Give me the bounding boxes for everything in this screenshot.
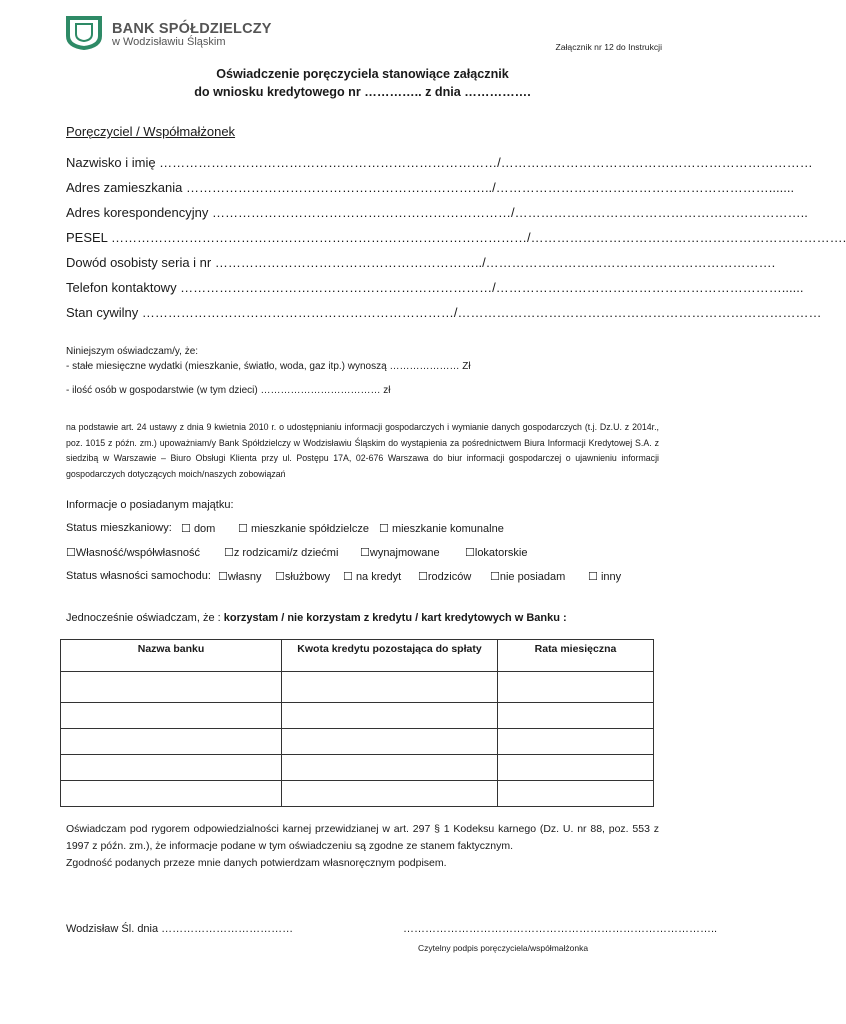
header-remaining-amount: Kwota kredytu pozostająca do spłaty [282, 640, 498, 672]
field-phone[interactable]: Telefon kontaktowy ………………………………………………………………/…………………………………………………………...... [66, 280, 804, 295]
signature-line[interactable]: ………………………………………………………………………….. [403, 923, 718, 935]
field-pesel[interactable]: PESEL ……………………………………………………………………………………/………………………………………………………………. [66, 230, 846, 245]
document-title-line1: Oświadczenie poręczyciela stanowiące załącznik [216, 67, 509, 81]
checkbox-icon: ☐ [275, 571, 285, 583]
ownership-option-parents[interactable]: ☐z rodzicami/z dziećmi [224, 547, 339, 559]
car-option-other[interactable]: ☐ inny [588, 571, 622, 583]
header-monthly-installment: Rata miesięczna [498, 640, 654, 672]
table-row [61, 672, 654, 703]
table-cell[interactable] [282, 703, 498, 729]
bank-logo-icon [64, 16, 104, 50]
table-cell[interactable] [282, 781, 498, 807]
checkbox-icon: ☐ [418, 571, 428, 583]
table-cell[interactable] [498, 703, 654, 729]
table-row [61, 703, 654, 729]
table-cell[interactable] [498, 755, 654, 781]
ownership-option-tenant[interactable]: ☐lokatorskie [465, 547, 528, 559]
attachment-note: Załącznik nr 12 do Instrukcji [555, 42, 662, 52]
credit-prefix: Jednocześnie oświadczam, że : [66, 612, 221, 624]
checkbox-icon: ☐ [379, 523, 389, 535]
checkbox-icon: ☐ [490, 571, 500, 583]
table-cell[interactable] [282, 755, 498, 781]
ownership-option-rented[interactable]: ☐wynajmowane [360, 547, 440, 559]
statement-persons[interactable]: - ilość osób w gospodarstwie (w tym dzieci) ……………………………… zł [66, 385, 391, 396]
table-cell[interactable] [498, 672, 654, 703]
table-row [61, 781, 654, 807]
car-option-parents[interactable]: ☐rodziców [418, 571, 472, 583]
car-status-label: Status własności samochodu: [66, 570, 211, 582]
table-cell[interactable] [282, 672, 498, 703]
checkbox-icon: ☐ [465, 547, 475, 559]
credit-table [60, 639, 654, 807]
field-address[interactable]: Adres zamieszkania ……………………………………………………………../………………………………………………………....... [66, 180, 795, 195]
table-cell[interactable] [61, 729, 282, 755]
document-title-line2: do wniosku kredytowego nr ………….. z dnia ……………. [194, 85, 531, 99]
table-cell[interactable] [498, 729, 654, 755]
credit-emphasis[interactable]: korzystam / nie korzystam z kredytu / kart kredytowych w Banku : [223, 612, 567, 624]
statement-expenses[interactable]: - stałe miesięczne wydatki (mieszkanie, światło, woda, gaz itp.) wynoszą ………………… Zł [66, 361, 471, 372]
checkbox-icon: ☐ [343, 571, 353, 583]
housing-option-communal[interactable]: ☐ mieszkanie komunalne [379, 523, 504, 535]
table-cell[interactable] [61, 755, 282, 781]
table-row [61, 729, 654, 755]
housing-option-cooperative[interactable]: ☐ mieszkanie spółdzielcze [238, 523, 369, 535]
housing-option-house[interactable]: ☐ dom [181, 523, 216, 535]
legal-paragraph: na podstawie art. 24 ustawy z dnia 9 kwietnia 2010 r. o udostępnianiu informacji gospodarczych i wymianie danych gospodarczych (t.j. Dz.U. z 2014r., poz. 1015 z późn. zm.) upoważniam/y Bank Spółdzielczy w Wodzisławiu Śląskim do wystąpienia za pośrednictwem Biura Informacji Kredytowej S.A. z siedzibą w Warszawie – Biuro Obsługi Klienta przy ul. Postępu 17A, 02-676 Warszawa do biur informacji gospodarczej o ujawnieniu informacji gospodarczych dotyczących moich/naszych zobowiązań [66, 422, 659, 479]
checkbox-icon: ☐ [238, 523, 248, 535]
checkbox-icon: ☐ [181, 523, 191, 535]
car-option-own[interactable]: ☐własny [218, 571, 262, 583]
declaration-text: Oświadczam pod rygorem odpowiedzialności karnej przewidzianej w art. 297 § 1 Kodeksu karnego (Dz. U. nr 88, poz. 553 z 1997 z późn. zm.), że informacje podane w tym oświadczeniu są zgodne ze stanem faktycznym. [66, 823, 659, 852]
table-cell[interactable] [61, 672, 282, 703]
assets-heading: Informacje o posiadanym majątku: [66, 499, 234, 511]
header-bank-name: Nazwa banku [61, 640, 282, 672]
checkbox-icon: ☐ [218, 571, 228, 583]
table-cell[interactable] [61, 703, 282, 729]
table-cell[interactable] [61, 781, 282, 807]
checkbox-icon: ☐ [360, 547, 370, 559]
housing-status-label: Status mieszkaniowy: [66, 522, 172, 534]
statement-intro: Niniejszym oświadczam/y, że: [66, 346, 199, 357]
checkbox-icon: ☐ [66, 547, 76, 559]
signature-caption: Czytelny podpis poręczyciela/współmałżonka [418, 943, 589, 953]
bank-name: BANK SPÓŁDZIELCZY [112, 21, 272, 37]
checkbox-icon: ☐ [224, 547, 234, 559]
checkbox-icon: ☐ [588, 571, 598, 583]
ownership-option-own[interactable]: ☐Własność/współwłasność [66, 547, 200, 559]
table-cell[interactable] [498, 781, 654, 807]
table-cell[interactable] [282, 729, 498, 755]
field-marital-status[interactable]: Stan cywilny ………………………………………………………………/………………………………………………………………………… [66, 305, 822, 320]
field-id-card[interactable]: Dowód osobisty seria i nr ……………………………………………………../…………………………………………………………. [66, 255, 776, 270]
place-date-field[interactable]: Wodzisław Śl. dnia ……………………………… [66, 923, 294, 935]
credit-statement [66, 612, 567, 624]
table-row [61, 755, 654, 781]
car-option-credit[interactable]: ☐ na kredyt [343, 571, 402, 583]
section-heading: Poręczyciel / Współmałżonek [66, 124, 236, 139]
car-option-none[interactable]: ☐nie posiadam [490, 571, 566, 583]
car-option-company[interactable]: ☐służbowy [275, 571, 331, 583]
table-header-row [61, 640, 654, 672]
declaration-confirm: Zgodność podanych przeze mnie danych potwierdzam własnoręcznym podpisem. [66, 857, 447, 869]
bank-location: w Wodzisławiu Śląskim [112, 36, 226, 48]
field-name[interactable]: Nazwisko i imię ……………………………………………………………………/……………………………………………………………… [66, 155, 813, 170]
field-correspondence-address[interactable]: Adres korespondencyjny ……………………………………………………………/………………………………………………………….. [66, 205, 808, 220]
